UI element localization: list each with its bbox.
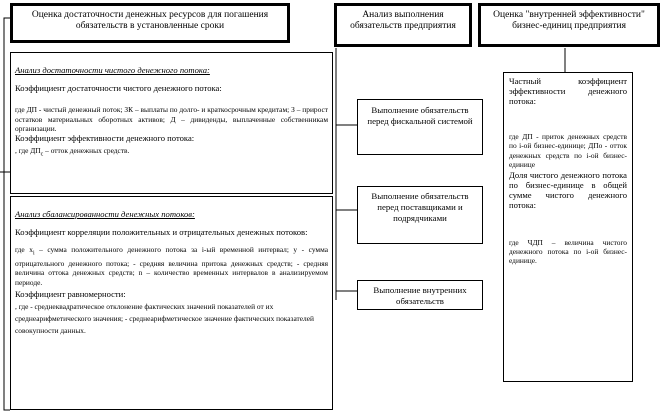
obligation-internal-text: Выполнение внутренних обязательств: [373, 285, 467, 306]
efficiency-box: [503, 72, 633, 382]
def2-text: , где ДП: [15, 146, 41, 156]
sufficiency-title: Анализ достаточности чистого денежного потока:: [15, 64, 210, 75]
obligation-fiscal-box: [357, 99, 483, 155]
sufficiency-analysis-box: [10, 52, 333, 194]
balance-coef1-label: Коэффициент корреляции положительных и отрицательных денежных потоков:: [15, 227, 308, 238]
header-right-box: [478, 3, 660, 47]
def2-sub: с: [40, 151, 44, 158]
balance-coef2-definition: , где - среднеквадратическое отклонение фактических значений показателей от их среднеарифметического значения; - среднеарифметическое значение фактических показателей совокупности данных.: [15, 302, 314, 336]
header-right-text: Оценка "внутренней эффективности" бизнес-единиц предприятия: [493, 10, 645, 31]
balance-def1-text: где x: [15, 245, 33, 255]
balance-analysis-box: [10, 196, 333, 410]
obligation-internal-box: [357, 280, 483, 310]
obligation-suppliers-text: Выполнение обязательств перед поставщиками и подрядчиками: [371, 191, 469, 223]
obligation-fiscal-text: Выполнение обязательств перед фискальной системой: [367, 105, 473, 126]
efficiency-coef2-label: Доля чистого денежного потока по бизнес-единице в общей сумме чистого денежного потока:: [509, 169, 627, 210]
efficiency-coef1-label: Частный коэффициент эффективности денежного потока:: [509, 76, 627, 106]
header-left-box: [10, 3, 290, 43]
formula-placeholder: [15, 93, 328, 105]
balance-coef1-definition: [15, 245, 328, 287]
balance-def1-sub: i: [32, 250, 35, 257]
efficiency-coef1-definition: где ДП - приток денежных средств по i-ой бизнес-единице; ДПо - отток денежных средств по i-ой бизнес-единице: [509, 132, 627, 170]
formula-placeholder: [509, 106, 627, 132]
formula-placeholder: [509, 210, 627, 238]
header-middle-text: Анализ выполнения обязательств предприятия: [350, 10, 456, 31]
balance-title: Анализ сбалансированности денежных потоков:: [15, 208, 195, 219]
header-left-text: Оценка достаточности денежных ресурсов для погашения обязательств в установленные сроки: [31, 10, 269, 31]
balance-coef2-label: Коэффициент равномерности:: [15, 289, 126, 300]
efficiency-coef2-definition: где ЧДП – величина чистого денежного потока по i-ой бизнес-единице.: [509, 237, 627, 266]
header-middle-box: [334, 3, 472, 47]
sufficiency-coef2-definition: [15, 146, 328, 160]
obligation-suppliers-box: [357, 186, 483, 244]
sufficiency-coef2-label: Коэффициент эффективности денежного потока:: [15, 133, 195, 144]
def2-rest: – отток денежных средств.: [43, 146, 130, 156]
balance-def1-rest: – сумма положительного денежного потока за i-ый временной интервал; y - сумма отрицательного денежного потока; - средняя величина притока денежных средств; - средняя величина оттока денежных средств; n – количество временных интервалов в анализируемом периоде.: [15, 245, 328, 287]
sufficiency-coef1-definition: где ДП - чистый денежный поток; ЗК – выплаты по долго- и краткосрочным кредитам; З – прирост остатков материальных оборотных активов; Д – дивиденды, выплаченные собственникам организации.: [15, 105, 328, 133]
formula-placeholder: [15, 237, 328, 245]
sufficiency-coef1-label: Коэффициент достаточности чистого денежного потока:: [15, 83, 222, 94]
